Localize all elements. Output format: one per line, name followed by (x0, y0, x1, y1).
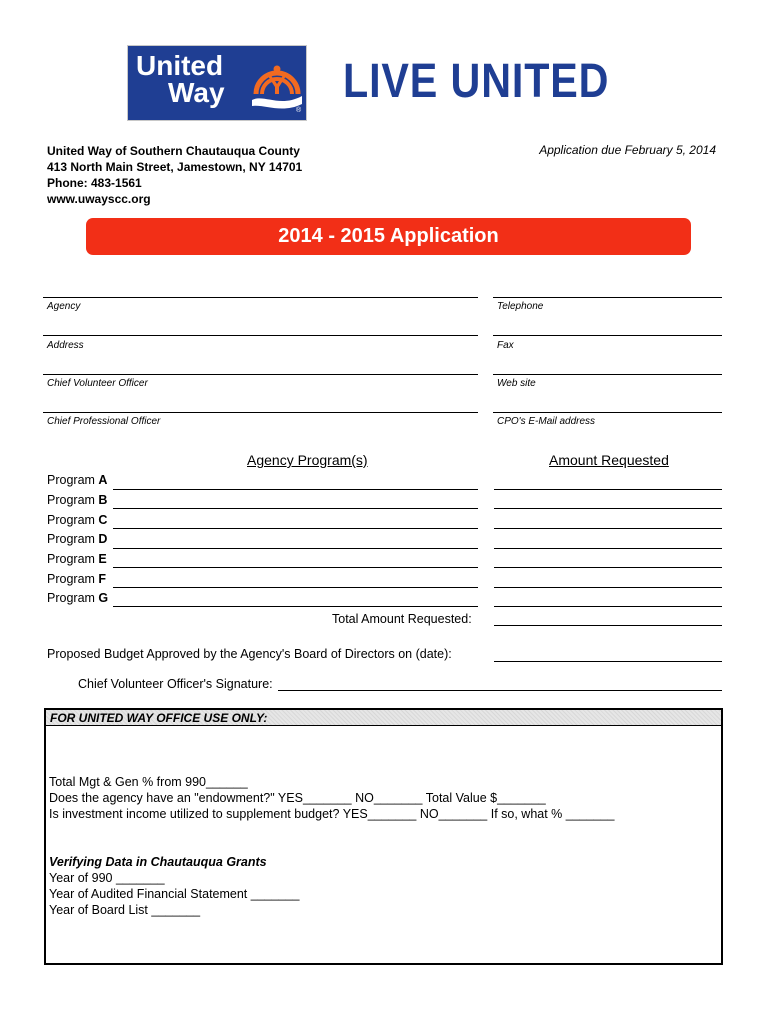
application-due-date: Application due February 5, 2014 (539, 143, 716, 157)
office-use-header (46, 710, 721, 726)
program-d-field[interactable] (113, 548, 478, 549)
chief-professional-officer-label: Chief Professional Officer (47, 416, 161, 427)
program-g-label: Program G (47, 591, 109, 605)
program-d-label: Program D (47, 532, 108, 546)
program-d-amount-field[interactable] (494, 548, 722, 549)
program-e-label: Program E (47, 552, 107, 566)
org-name: United Way of Southern Chautauqua County (47, 144, 300, 158)
chief-volunteer-officer-label: Chief Volunteer Officer (47, 378, 148, 389)
year-990-line: Year of 990 _______ (49, 871, 165, 885)
program-a-label: Program A (47, 473, 108, 487)
program-b-field[interactable] (113, 508, 478, 509)
program-a-field[interactable] (113, 489, 478, 490)
program-g-field[interactable] (113, 606, 478, 607)
endowment-line: Does the agency have an "endowment?" YES_______ NO_______ Total Value $_______ (49, 791, 546, 805)
registered-mark: ® (296, 107, 302, 114)
chief-professional-officer-field[interactable] (43, 412, 478, 413)
budget-approval-date-field[interactable] (494, 661, 722, 662)
application-title: 2014 - 2015 Application (278, 225, 499, 247)
chief-volunteer-officer-field[interactable] (43, 374, 478, 375)
verifying-data-heading: Verifying Data in Chautauqua Grants (49, 855, 267, 869)
live-united-tagline: LIVE UNITED (343, 55, 610, 108)
investment-income-line: Is investment income utilized to supplement budget? YES_______ NO_______ If so, what % _______ (49, 807, 615, 821)
united-way-logo (127, 45, 307, 121)
website-label: Web site (497, 378, 536, 389)
program-g-amount-field[interactable] (494, 606, 722, 607)
agency-label: Agency (47, 301, 81, 312)
signature-label: Chief Volunteer Officer's Signature: (78, 677, 273, 691)
org-phone: Phone: 483-1561 (47, 176, 142, 190)
org-address: 413 North Main Street, Jamestown, NY 14701 (47, 160, 303, 174)
address-label: Address (47, 340, 84, 351)
program-c-label: Program C (47, 513, 108, 527)
logo-text-way: Way (168, 77, 225, 108)
program-b-label: Program B (47, 493, 108, 507)
hand-rainbow-person-icon (250, 54, 304, 114)
fax-label: Fax (497, 340, 514, 351)
total-amount-field[interactable] (494, 625, 722, 626)
office-use-box (44, 708, 723, 965)
program-f-field[interactable] (113, 587, 478, 588)
cpo-email-field[interactable] (493, 412, 722, 413)
program-a-amount-field[interactable] (494, 489, 722, 490)
cpo-email-label: CPO's E-Mail address (497, 416, 596, 427)
budget-approval-label: Proposed Budget Approved by the Agency's Board of Directors on (date): (47, 647, 452, 661)
program-f-amount-field[interactable] (494, 587, 722, 588)
signature-field[interactable] (278, 690, 722, 691)
organization-info (47, 143, 302, 207)
board-list-line: Year of Board List _______ (49, 903, 201, 917)
amount-requested-heading: Amount Requested (549, 452, 669, 468)
application-title-banner (86, 218, 691, 255)
program-c-amount-field[interactable] (494, 528, 722, 529)
total-amount-label: Total Amount Requested: (332, 612, 472, 626)
fax-field[interactable] (493, 335, 722, 336)
org-website: www.uwayscc.org (47, 192, 151, 206)
logo-text-united: United (136, 50, 224, 81)
office-use-heading: FOR UNITED WAY OFFICE USE ONLY: (50, 711, 268, 725)
program-e-amount-field[interactable] (494, 567, 722, 568)
program-b-amount-field[interactable] (494, 508, 722, 509)
address-field[interactable] (43, 335, 478, 336)
program-c-field[interactable] (113, 528, 478, 529)
audited-statement-line: Year of Audited Financial Statement _______ (49, 887, 300, 901)
agency-field[interactable] (43, 297, 478, 298)
mgt-gen-line: Total Mgt & Gen % from 990______ (49, 775, 248, 789)
telephone-field[interactable] (493, 297, 722, 298)
website-field[interactable] (493, 374, 722, 375)
program-f-label: Program F (47, 572, 107, 586)
telephone-label: Telephone (497, 301, 544, 312)
agency-programs-heading: Agency Program(s) (247, 452, 368, 468)
program-e-field[interactable] (113, 567, 478, 568)
